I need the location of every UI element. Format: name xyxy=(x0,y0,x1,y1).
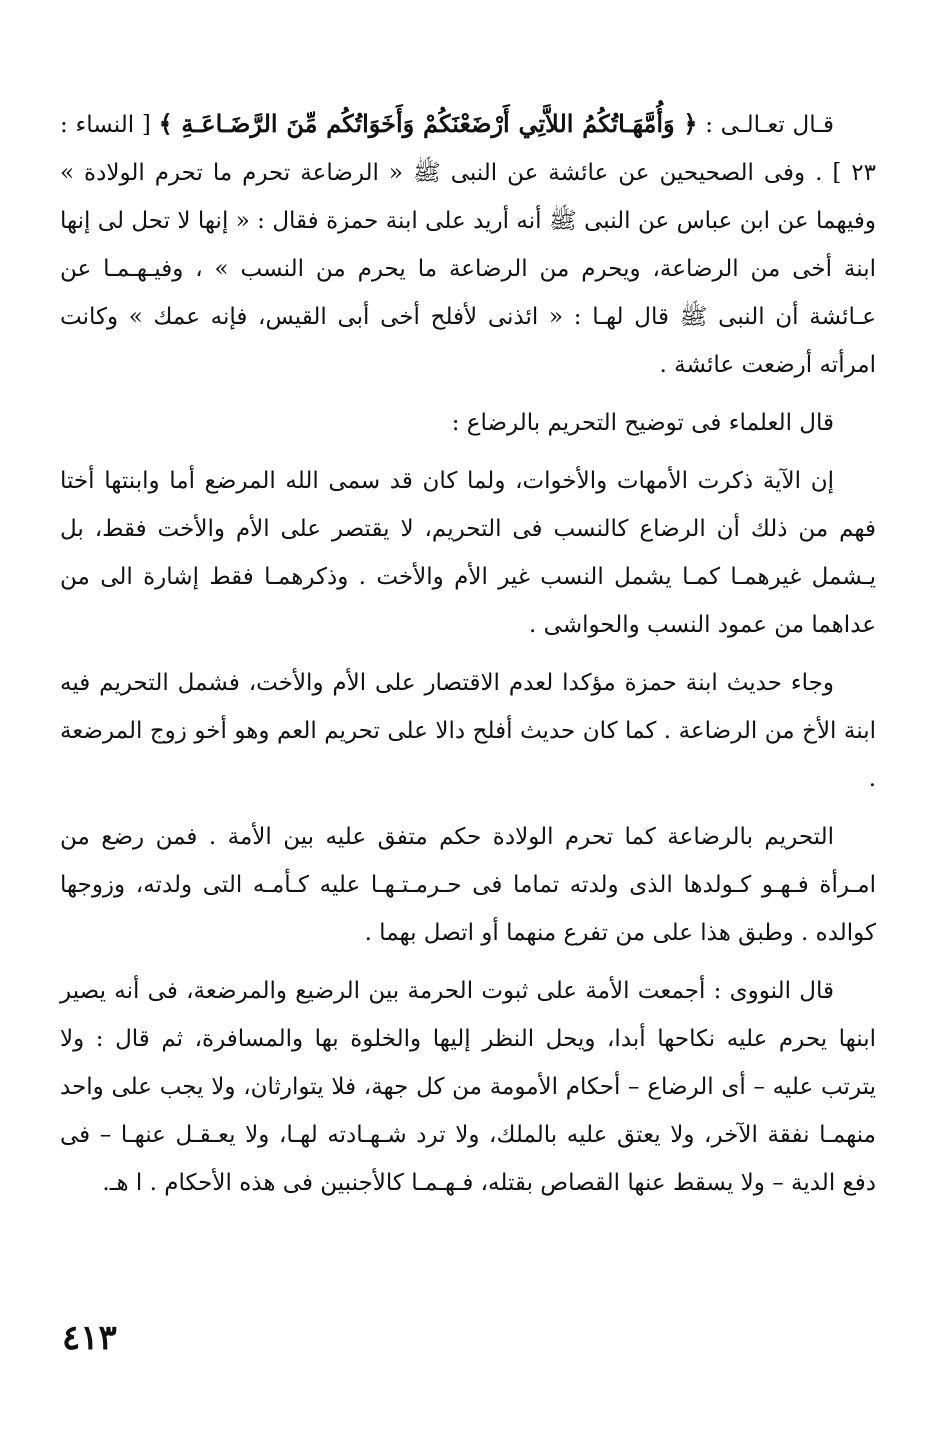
verse-intro: قـال تعـالـى : xyxy=(697,112,835,138)
paragraph-2: قال العلماء فى توضيح التحريم بالرضاع : xyxy=(451,410,834,436)
page-body xyxy=(60,100,876,1207)
quran-verse: ﴿ وَأُمَّهَـاتُكُمُ اللاَّتِي أَرْضَعْنَكُمْ وَأَخَوَاتُكُم مِّنَ الرَّضَـاعَـةِ ﴾ xyxy=(158,109,698,138)
paragraph-6: قال النووى : أجمعت الأمة على ثبوت الحرمة بين الرضيع والمرضعة، فى أنه يصير ابنها يحرم عليه نكاحها أبدا، ويحل النظر إليها والخلوة بها والمسافرة، ثم قال : ولا يترتب عليه – أى الرضاع – أحكام الأمومة من كل جهة، فلا يتوارثان، ولا يجب على واحد منهمـا نفقة الآخر، ولا يعتق عليه بالملك، ولا ترد شـهـادته لهـا، ولا يعـقـل عنهـا – فى دفع الدية – ولا يسقط عنها القصاص بقتله، فـهـمـا كالأجنبين فى هذه الأحكام . ا هـ. xyxy=(60,978,876,1196)
paragraph-4: وجاء حديث ابنة حمزة مؤكدا لعدم الاقتصار على الأم والأخت، فشمل التحريم فيه ابنة الأخ من الرضاعة . كما كان حديث أفلح دالا على تحريم العم وهو أخو زوج المرضعة . xyxy=(60,670,876,792)
page-number: ٤١٣ xyxy=(62,1318,117,1358)
paragraph-1-text: [ النساء : ٢٣ ] . وفى الصحيحين عن عائشة عن النبى ﷺ « الرضاعة تحرم ما تحرم الولادة » وفيهما عن ابن عباس عن النبى ﷺ أنه أريد على ابنة حمزة فقال : « إنها لا تحل لى إنها ابنة أخى من الرضاعة، ويحرم من الرضاعة ما يحرم من النسب » ، وفيـهـمـا عن عـائشة أن النبى ﷺ قال لهـا : « ائذنى لأفلح أخى أبى القيس، فإنه عمك » وكانت امرأته أرضعت عائشة . xyxy=(60,112,876,378)
paragraph-3: إن الآية ذكرت الأمهات والأخوات، ولما كان قد سمى الله المرضع أما وابنتها أختا فهم من ذلك أن الرضاع كالنسب فى التحريم، لا يقتصر على الأم والأخت فقط، بل يـشمل غيرهمـا كمـا يشمل النسب غير الأم والأخت . وذكرهمـا فقط إشارة الى من عداهما من عمود النسب والحواشى . xyxy=(60,468,876,638)
paragraph-1 xyxy=(60,100,876,389)
paragraph-5: التحريم بالرضاعة كما تحرم الولادة حكم متفق عليه بين الأمة . فمن رضع من امـرأة فـهـو كـولدها الذى ولدته تماما فى حـرمـتـهـا عليه كـأمـه التى ولدته، وزوجها كوالده . وطبق هذا على من تفرع منهما أو اتصل بهما . xyxy=(60,824,876,946)
